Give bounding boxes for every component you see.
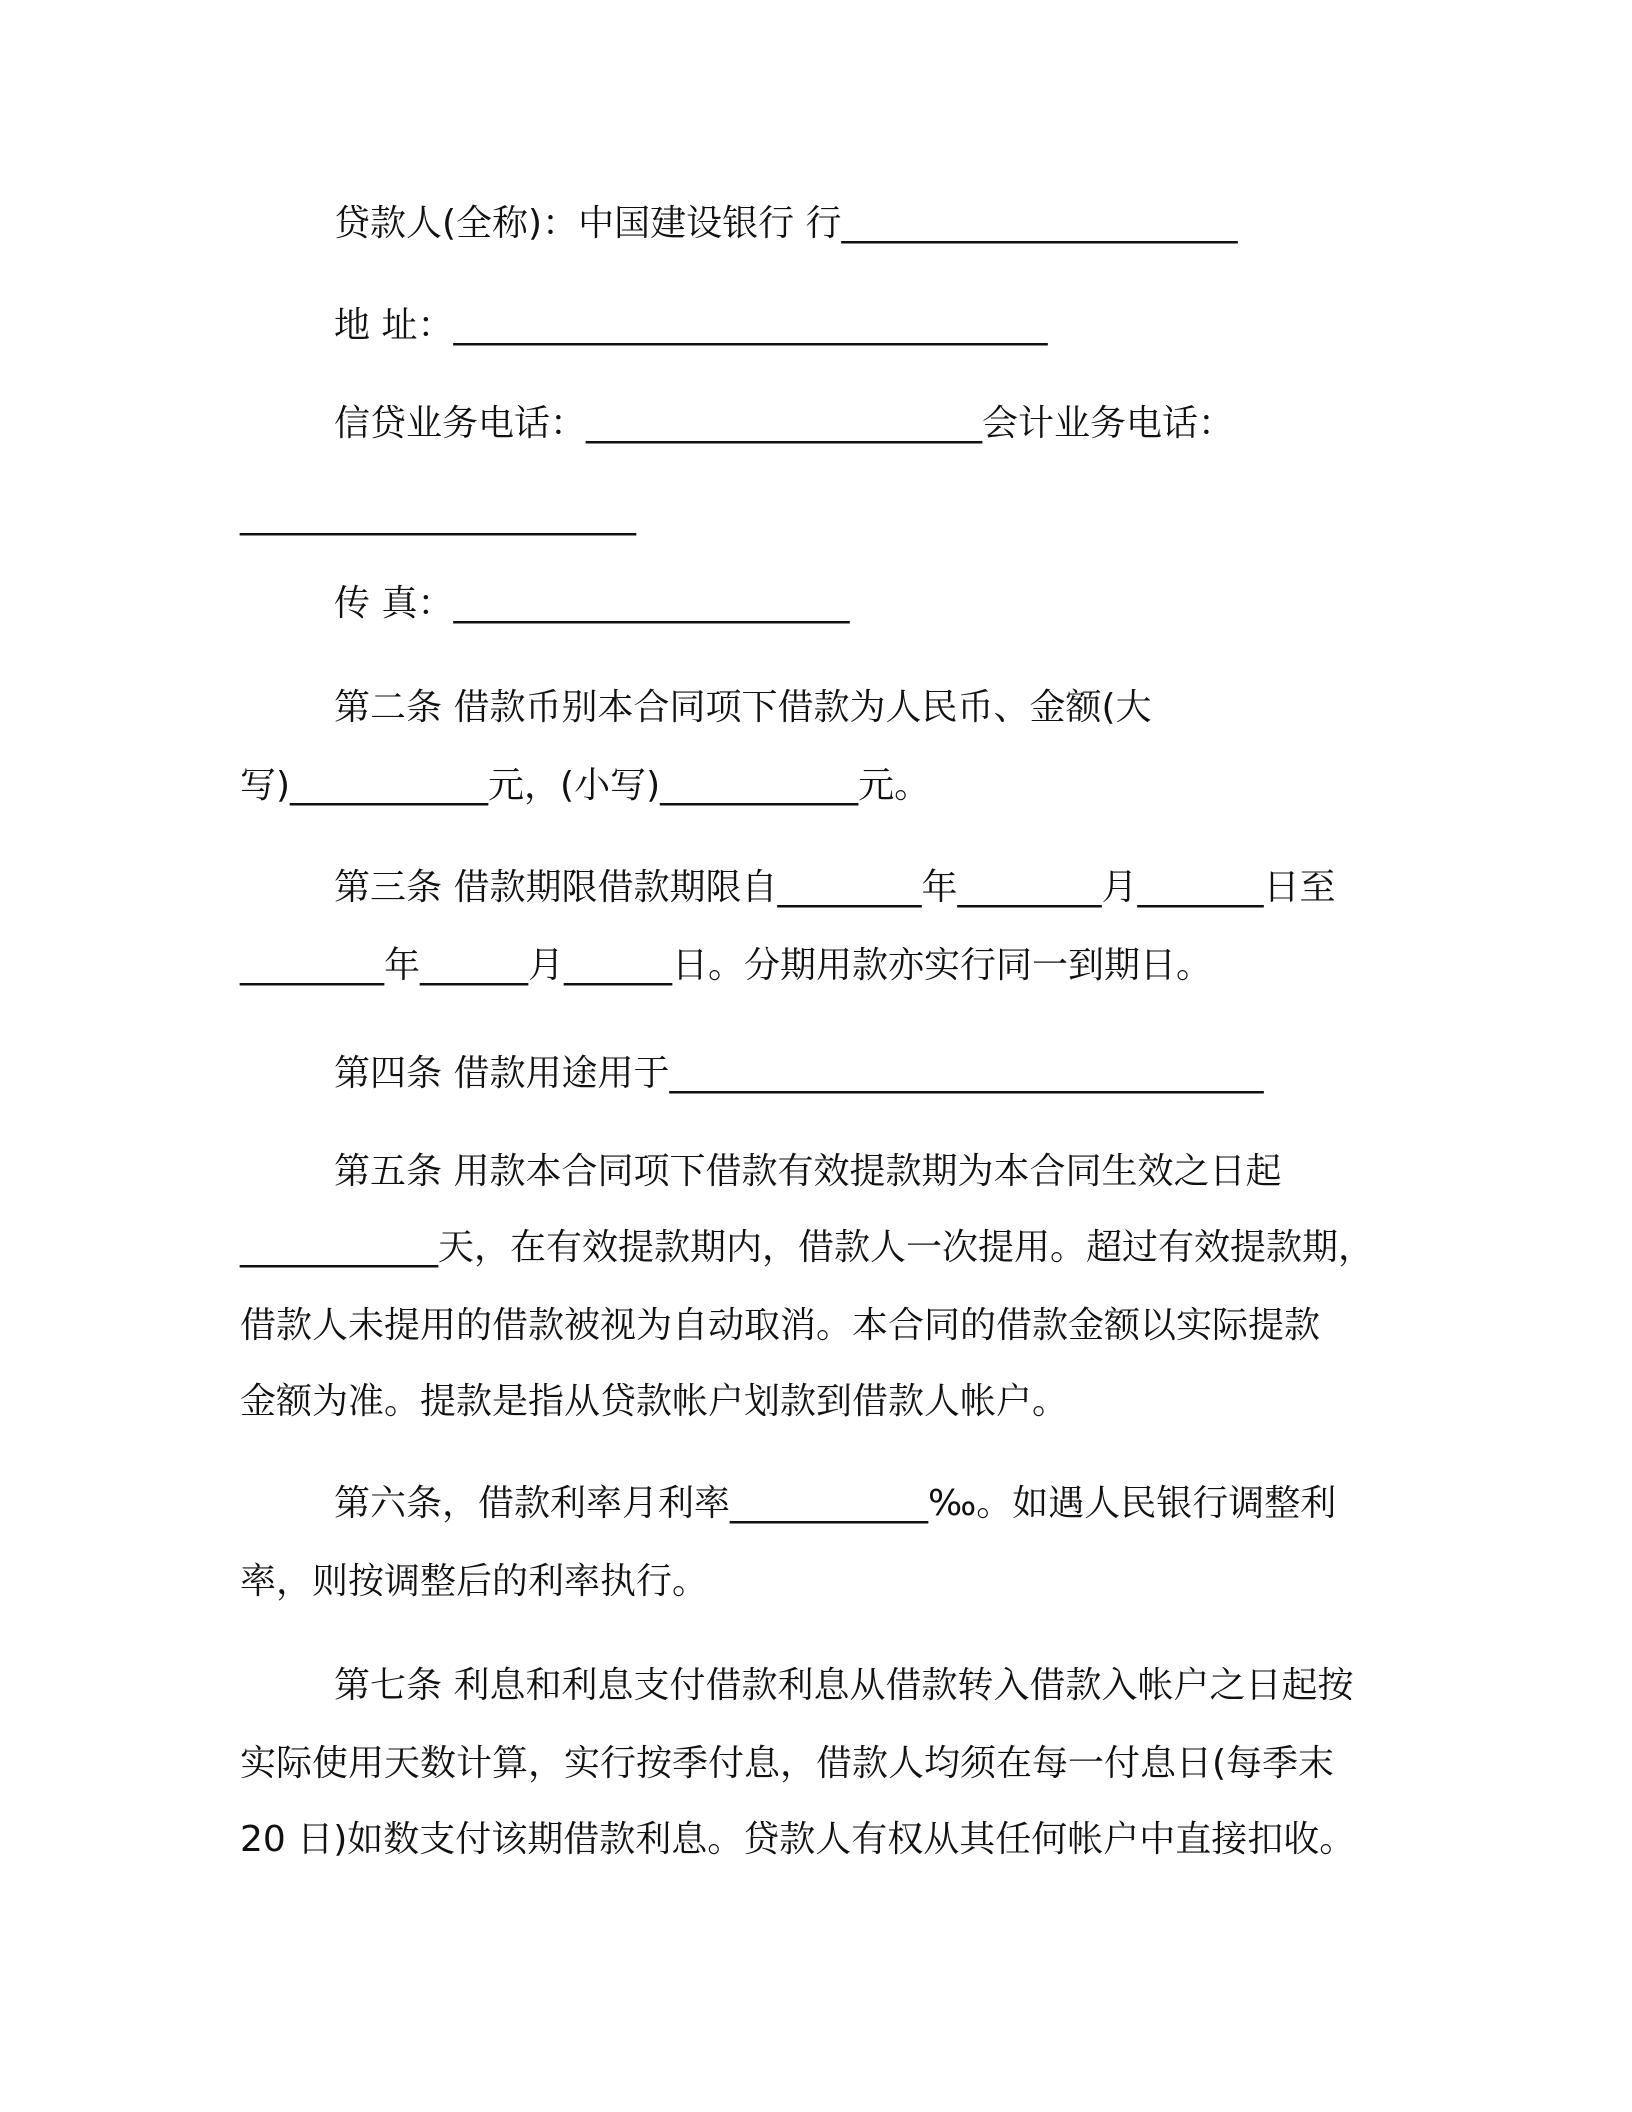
article-5-line-3: 借款人未提用的借款被视为自动取消。本合同的借款金额以实际提款 [240, 1305, 1321, 1346]
article-7-line-2: 实际使用天数计算，实行按季付息，借款人均须在每一付息日(每季末 [240, 1743, 1335, 1784]
article-5-line-4: 金额为准。提款是指从贷款帐户划款到借款人帐户。 [240, 1381, 1069, 1422]
lender-name-line: 贷款人(全称)：中国建设银行 行______________________ [334, 203, 1238, 244]
article-3-line-1: 第三条 借款期限借款期限自________年________月_______日至 [334, 867, 1336, 908]
article-6-line-2: 率，则按调整后的利率执行。 [240, 1561, 709, 1602]
article-5-line-1: 第五条 用款本合同项下借款有效提款期为本合同生效之日起 [334, 1151, 1282, 1192]
article-7-line-3: 20 日)如数支付该期借款利息。贷款人有权从其任何帐户中直接扣收。 [240, 1819, 1356, 1860]
address-line: 地 址：_________________________________ [334, 305, 1048, 346]
phone-line-continued: ______________________ [240, 495, 636, 536]
phone-line: 信贷业务电话：______________________会计业务电话： [334, 403, 1235, 444]
article-7-line-1: 第七条 利息和利息支付借款利息从借款转入借款入帐户之日起按 [334, 1665, 1354, 1706]
article-6-line-1: 第六条，借款利率月利率___________‰。如遇人民银行调整利 [334, 1483, 1337, 1524]
article-4-line: 第四条 借款用途用于_________________________________ [334, 1053, 1264, 1094]
article-2-line-2: 写)___________元，(小写)___________元。 [240, 765, 931, 806]
article-2-line-1: 第二条 借款币别本合同项下借款为人民币、金额(大 [334, 687, 1152, 728]
article-3-line-2: ________年______月______日。分期用款亦实行同一到期日。 [240, 945, 1213, 986]
article-5-line-2: ___________天，在有效提款期内，借款人一次提用。超过有效提款期， [240, 1227, 1375, 1268]
fax-line: 传 真：______________________ [334, 583, 850, 624]
